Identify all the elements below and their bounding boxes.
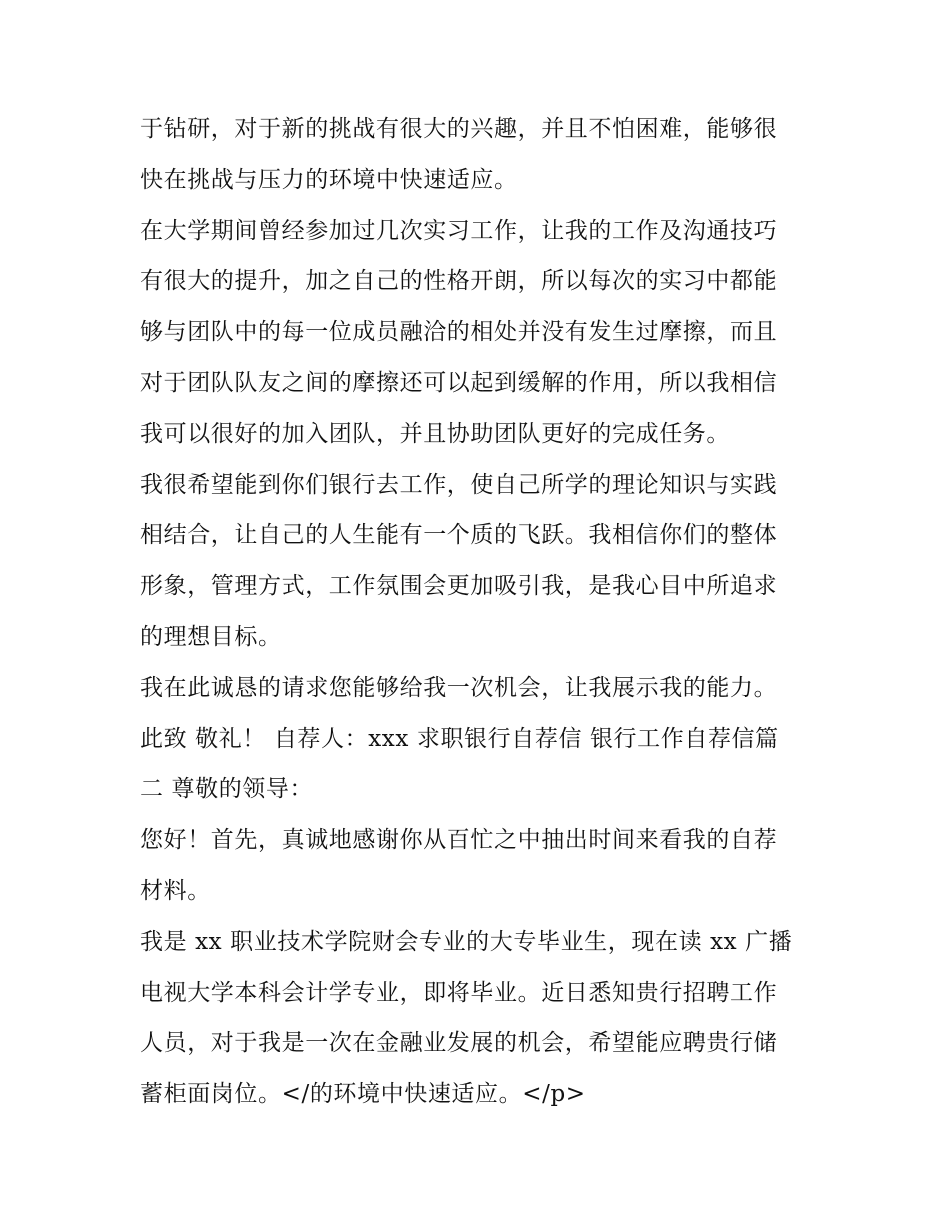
text-line: 我可以很好的加入团队，并且协助团队更好的完成任务。: [140, 420, 730, 447]
text-line: 电视大学本科会计学专业，即将毕业。近日悉知贵行招聘工作: [140, 979, 778, 1006]
text-line: 有很大的提升，加之自己的性格开朗，所以每次的实习中都能: [140, 268, 778, 295]
text-line: 形象，管理方式，工作氛围会更加吸引我，是我心目中所追求: [140, 573, 778, 600]
text-line: 够与团队中的每一位成员融洽的相处并没有发生过摩擦，而且: [140, 319, 778, 346]
text-line: 二 尊敬的领导：: [140, 776, 314, 803]
text-line: 我很希望能到你们银行去工作，使自己所学的理论知识与实践: [140, 471, 778, 498]
text-line: 您好！首先，真诚地感谢你从百忙之中抽出时间来看我的自荐: [140, 827, 778, 854]
text-line: 我是 xx 职业技术学院财会专业的大专毕业生，现在读 xx 广播: [140, 928, 793, 955]
text-line: 我在此诚恳的请求您能够给我一次机会，让我展示我的能力。: [140, 674, 778, 701]
text-line: 蓄柜面岗位。</的环境中快速适应。</p>: [140, 1081, 586, 1108]
text-line: 在大学期间曾经参加过几次实习工作，让我的工作及沟通技巧: [140, 217, 778, 244]
text-line: 对于团队队友之间的摩擦还可以起到缓解的作用，所以我相信: [140, 369, 778, 396]
text-line: 于钻研，对于新的挑战有很大的兴趣，并且不怕困难，能够很: [140, 116, 778, 142]
document-body: [140, 104, 820, 1120]
text-line: 此致 敬礼！ 自荐人：xxx 求职银行自荐信 银行工作自荐信篇: [140, 725, 779, 752]
text-line: 相结合，让自己的人生能有一个质的飞跃。我相信你们的整体: [140, 522, 778, 549]
text-line: 快在挑战与压力的环境中快速适应。: [140, 166, 518, 193]
text-line: 材料。: [140, 877, 211, 904]
text-line: 的理想目标。: [140, 623, 282, 650]
text-line: 人员，对于我是一次在金融业发展的机会，希望能应聘贵行储: [140, 1030, 778, 1057]
